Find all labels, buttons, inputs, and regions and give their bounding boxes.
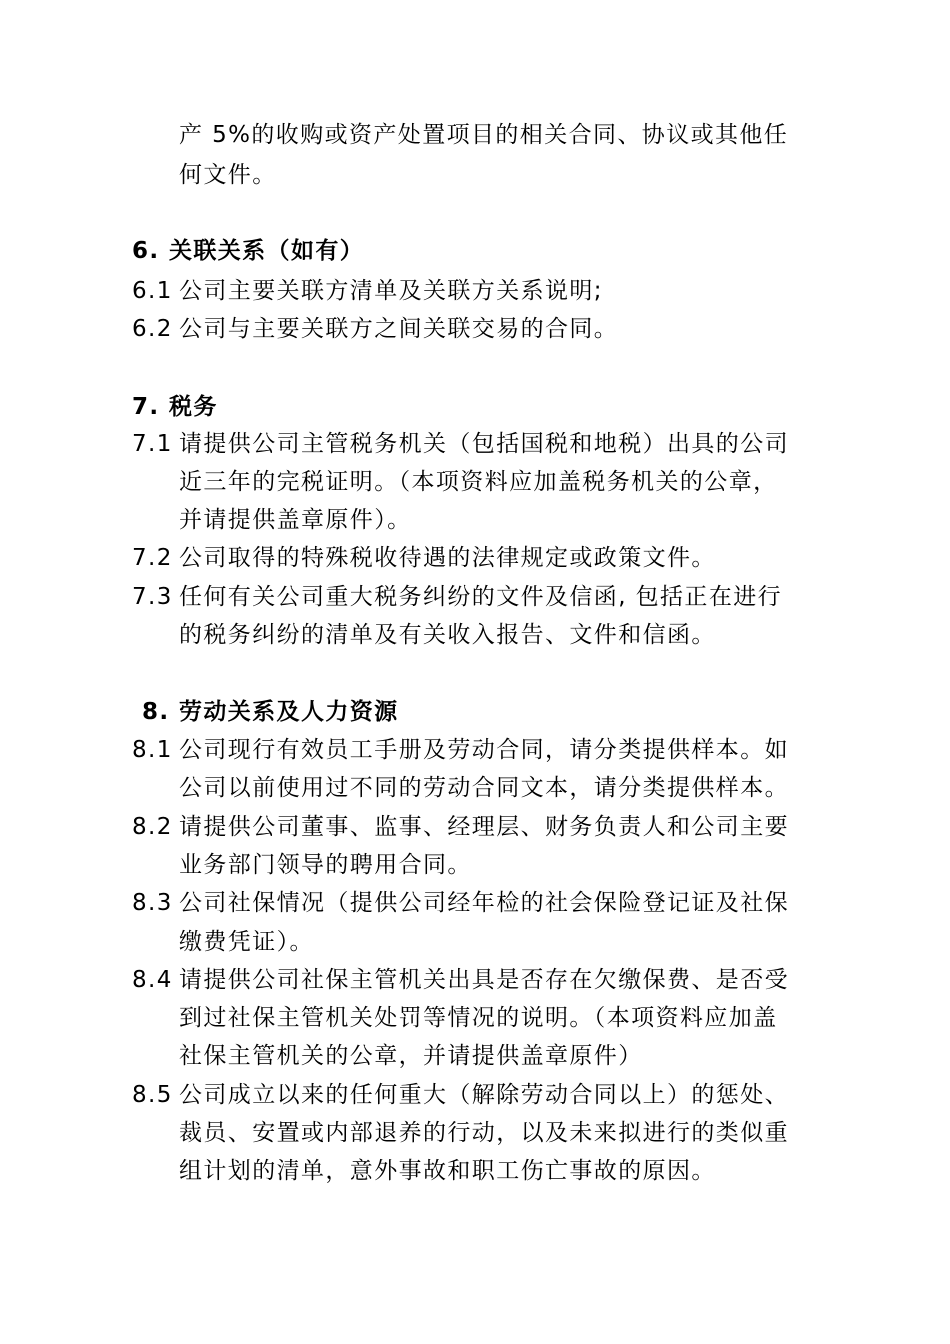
- item-number: 6.1: [132, 278, 173, 304]
- item-number: 8.3: [132, 890, 173, 916]
- item-text: 请提供公司董事、监事、经理层、财务负责人和公司主要: [179, 814, 789, 840]
- item-number: 8.5: [132, 1082, 173, 1108]
- item-text: 请提供公司社保主管机关出具是否存在欠缴保费、是否受: [179, 967, 789, 993]
- item-text: 到过社保主管机关处罚等情况的说明。（本项资料应加盖: [179, 1005, 778, 1031]
- item-text: 公司取得的特殊税收待遇的法律规定或政策文件。: [179, 545, 716, 571]
- item-text: 的税务纠纷的清单及有关收入报告、文件和信函。: [179, 622, 716, 648]
- item-text: 缴费凭证）。: [179, 929, 314, 955]
- item-text: 裁员、安置或内部退养的行动，以及未来拟进行的类似重: [179, 1120, 789, 1146]
- continuation-line: 何文件。: [179, 162, 277, 188]
- item-text: 公司与主要关联方之间关联交易的合同。: [179, 316, 619, 342]
- section-heading: 8. 劳动关系及人力资源: [142, 699, 399, 725]
- item-text: 任何有关公司重大税务纠纷的文件及信函, 包括正在进行: [179, 584, 783, 610]
- item-text: 公司以前使用过不同的劳动合同文本，请分类提供样本。: [179, 775, 789, 801]
- section-heading: 6. 关联关系（如有）: [132, 238, 365, 264]
- item-text: 近三年的完税证明。（本项资料应加盖税务机关的公章，: [179, 469, 778, 495]
- item-text: 组计划的清单，意外事故和职工伤亡事故的原因。: [179, 1158, 716, 1184]
- item-text: 公司主要关联方清单及关联方关系说明;: [179, 278, 603, 304]
- item-text: 公司社保情况（提供公司经年检的社会保险登记证及社保: [179, 890, 789, 916]
- item-number: 7.3: [132, 584, 173, 610]
- item-number: 8.2: [132, 814, 173, 840]
- item-text: 公司现行有效员工手册及劳动合同，请分类提供样本。如: [179, 737, 789, 763]
- item-text: 业务部门领导的聘用合同。: [179, 852, 472, 878]
- item-number: 6.2: [132, 316, 173, 342]
- item-number: 8.4: [132, 967, 173, 993]
- item-text: 公司成立以来的任何重大（解除劳动合同以上）的惩处、: [179, 1082, 789, 1108]
- item-number: 7.1: [132, 431, 173, 457]
- item-text: 请提供公司主管税务机关（包括国税和地税）出具的公司: [179, 431, 789, 457]
- item-number: 8.1: [132, 737, 173, 763]
- item-text: 并请提供盖章原件）。: [179, 507, 412, 533]
- continuation-line: 产 5%的收购或资产处置项目的相关合同、协议或其他任: [179, 122, 789, 148]
- item-text: 社保主管机关的公章，并请提供盖章原件）: [179, 1043, 643, 1069]
- section-heading: 7. 税务: [132, 394, 218, 420]
- item-number: 7.2: [132, 545, 173, 571]
